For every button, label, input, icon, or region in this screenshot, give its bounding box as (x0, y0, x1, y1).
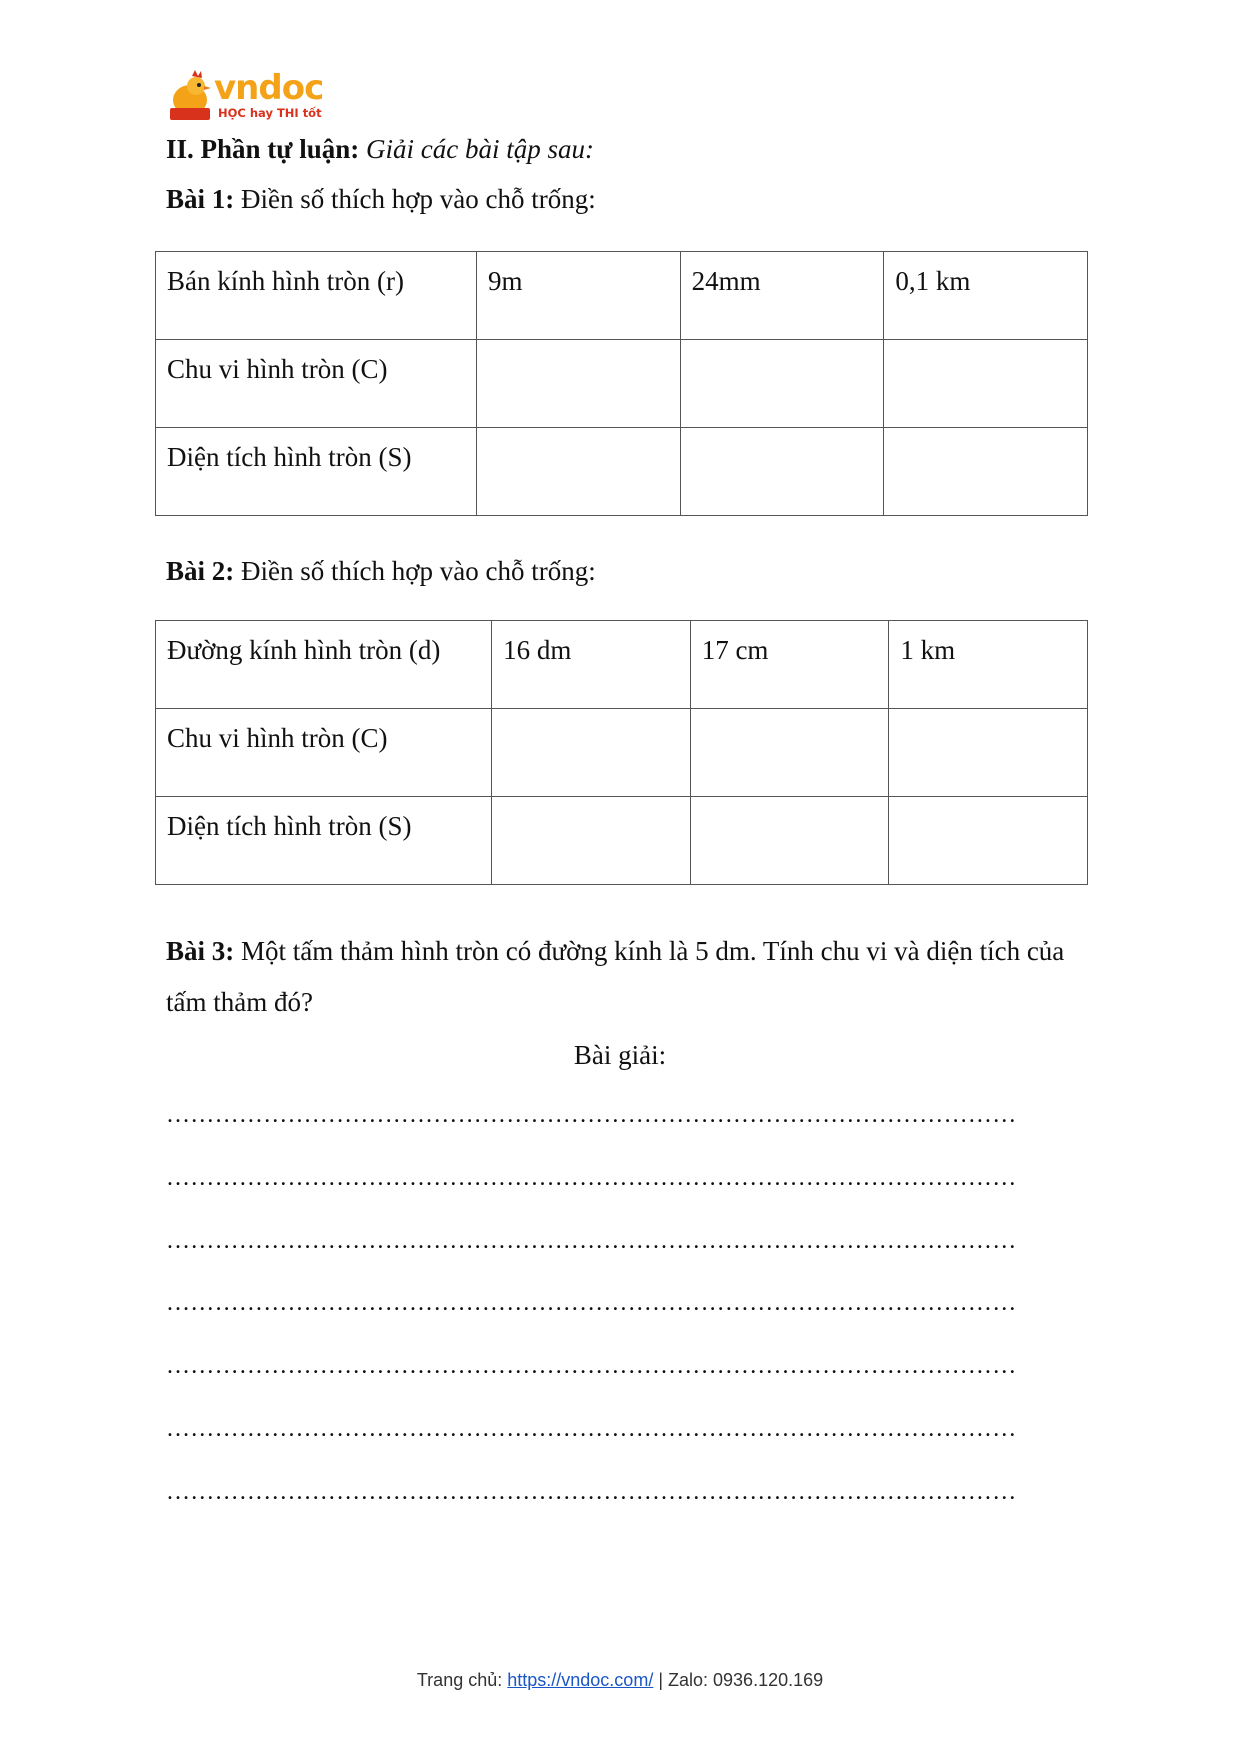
section-heading-italic: Giải các bài tập sau: (366, 134, 594, 164)
answer-cell[interactable] (690, 709, 889, 797)
table-cell: Bán kính hình tròn (r) (156, 252, 477, 340)
section-heading-bold: II. Phần tự luận: (166, 134, 360, 164)
solution-title: Bài giải: (573, 1040, 667, 1070)
exercise-1-label: Bài 1: (166, 184, 235, 214)
answer-cell[interactable] (477, 428, 681, 516)
exercise-1-text: Điền số thích hợp vào chỗ trống: (241, 184, 596, 214)
table-cell: 17 cm (690, 621, 889, 709)
table-cell: Chu vi hình tròn (C) (156, 709, 492, 797)
table-row (156, 797, 1088, 885)
answer-line[interactable]: …………………………………………………………………………………………… (166, 1290, 1017, 1316)
vndoc-logo (166, 68, 326, 126)
table-cell: 0,1 km (884, 252, 1088, 340)
answer-line[interactable]: …………………………………………………………………………………………… (166, 1416, 1017, 1442)
answer-cell[interactable] (492, 709, 691, 797)
answer-cell[interactable] (884, 340, 1088, 428)
table-cell: Đường kính hình tròn (d) (156, 621, 492, 709)
answer-cell[interactable] (492, 797, 691, 885)
answer-cell[interactable] (889, 709, 1088, 797)
section-heading (166, 134, 594, 165)
footer-suffix: | Zalo: 0936.120.169 (653, 1670, 824, 1690)
table-row (156, 621, 1088, 709)
table-cell: Chu vi hình tròn (C) (156, 340, 477, 428)
exercise-3-label: Bài 3: (166, 936, 235, 966)
table-row (156, 709, 1088, 797)
homepage-link[interactable]: https://vndoc.com/ (507, 1670, 654, 1690)
exercise-2-text: Điền số thích hợp vào chỗ trống: (241, 556, 596, 586)
logo-slogan: HỌC hay THI tốt (218, 106, 322, 120)
answer-cell[interactable] (680, 428, 884, 516)
page-footer (0, 1670, 1240, 1691)
table-cell: 1 km (889, 621, 1088, 709)
answer-line[interactable]: …………………………………………………………………………………………… (166, 1102, 1017, 1128)
table-cell: Diện tích hình tròn (S) (156, 797, 492, 885)
answer-cell[interactable] (889, 797, 1088, 885)
exercise-3-text: Một tấm thảm hình tròn có đường kính là 5 dm. Tính chu vi và diện tích của tấm thảm đó? (166, 936, 1065, 1017)
table-cell: Diện tích hình tròn (S) (156, 428, 477, 516)
exercise-2-prompt (166, 556, 596, 587)
exercise-2-table (155, 620, 1088, 885)
exercise-1-table (155, 251, 1088, 516)
answer-line[interactable]: …………………………………………………………………………………………… (166, 1165, 1017, 1191)
table-row (156, 428, 1088, 516)
table-row (156, 340, 1088, 428)
exercise-2-label: Bài 2: (166, 556, 235, 586)
table-cell: 9m (477, 252, 681, 340)
answer-cell[interactable] (680, 340, 884, 428)
answer-line[interactable]: …………………………………………………………………………………………… (166, 1479, 1017, 1505)
answer-cell[interactable] (477, 340, 681, 428)
exercise-3-prompt (166, 926, 1066, 1028)
rooster-mascot-icon (166, 70, 214, 122)
exercise-1-prompt (166, 184, 596, 215)
answer-cell[interactable] (884, 428, 1088, 516)
table-row (156, 252, 1088, 340)
footer-prefix: Trang chủ: (416, 1670, 508, 1690)
logo-brand: vndoc (214, 68, 324, 108)
answer-cell[interactable] (690, 797, 889, 885)
answer-line[interactable]: …………………………………………………………………………………………… (166, 1228, 1017, 1254)
table-cell: 24mm (680, 252, 884, 340)
table-cell: 16 dm (492, 621, 691, 709)
answer-line[interactable]: …………………………………………………………………………………………… (166, 1353, 1017, 1379)
